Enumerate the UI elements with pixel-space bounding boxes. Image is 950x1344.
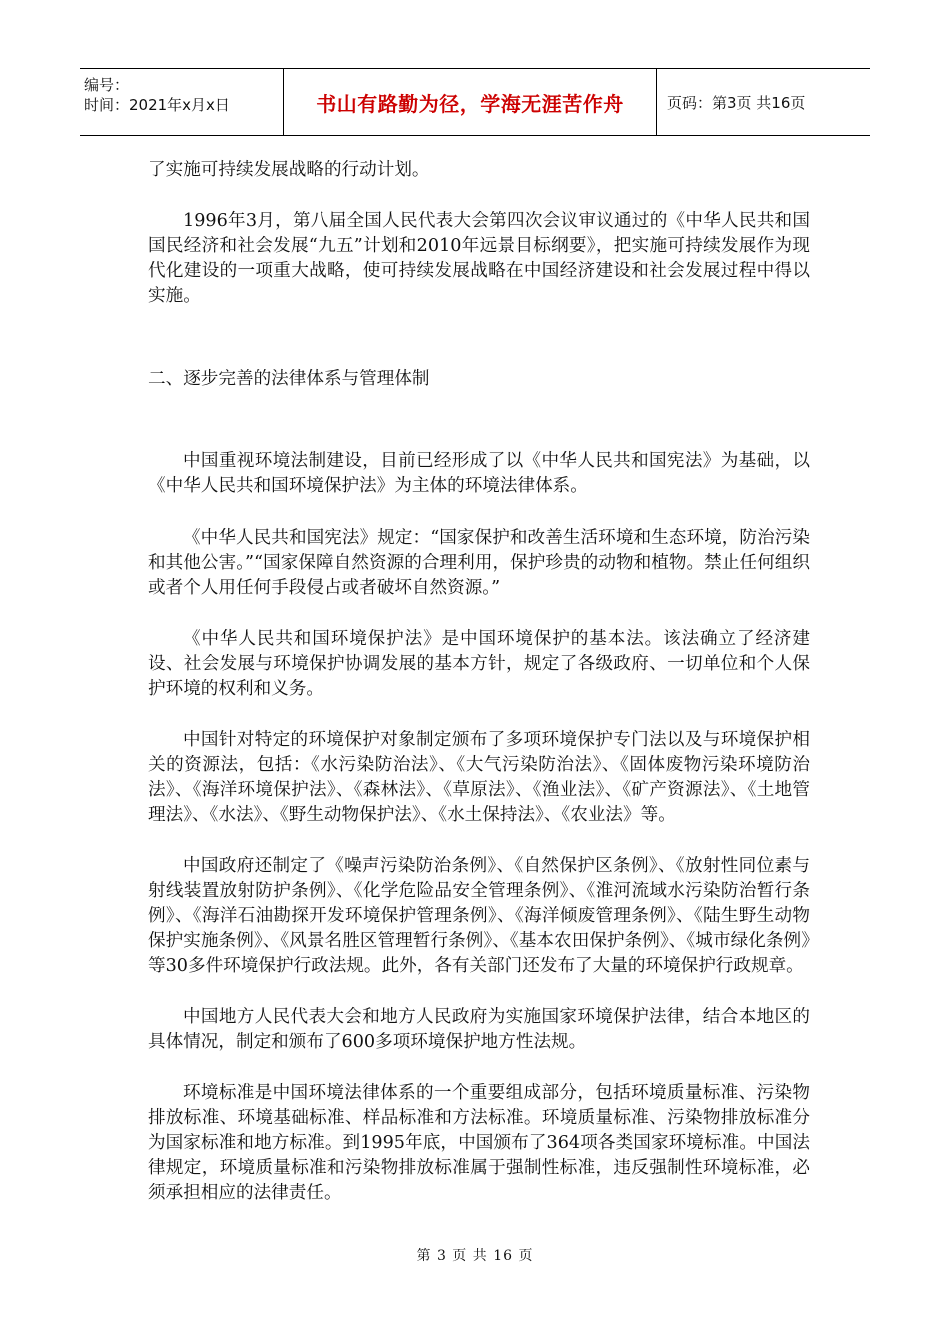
paragraph: 中国地方人民代表大会和地方人民政府为实施国家环境保护法律，结合本地区的具体情况，制定和颁布了600多项环境保护地方性法规。 [148,1007,810,1052]
paragraph: 中国重视环境法制建设，目前已经形成了以《中华人民共和国宪法》为基础，以《中华人民共和国环境保护法》为主体的环境法律体系。 [148,451,810,496]
page-header [80,68,870,136]
header-number: 编号： [84,76,130,94]
paragraph: 1996年3月，第八届全国人民代表大会第四次会议审议通过的《中华人民共和国国民经济和社会发展“九五”计划和2010年远景目标纲要》，把实施可持续发展作为现代化建设的一项重大战略，使可持续发展战略在中国经济建设和社会发展过程中得以实施。 [148,211,810,306]
paragraph: 中国政府还制定了《噪声污染防治条例》、《自然保护区条例》、《放射性同位素与射线装置放射防护条例》、《化学危险品安全管理条例》、《淮河流域水污染防治暂行条例》、《海洋石油勘探开发环境保护管理条例》、《海洋倾废管理条例》、《陆生野生动物保护实施条例》、《风景名胜区管理暂行条例》、《基本农田保护条例》、《城市绿化条例》等30多件环境保护行政法规。此外，各有关部门还发布了大量的环境保护行政规章。 [148,856,810,976]
paragraph: 环境标准是中国环境法律体系的一个重要组成部分，包括环境质量标准、污染物排放标准、环境基础标准、样品标准和方法标准。环境质量标准、污染物排放标准分为国家标准和地方标准。到1995年底，中国颁布了364项各类国家环境标准。中国法律规定，环境质量标准和污染物排放标准属于强制性标准，违反强制性环境标准，必须承担相应的法律责任。 [148,1083,810,1203]
header-motto-cell [283,69,657,135]
paragraph: 《中华人民共和国宪法》规定：“国家保护和改善生活环境和生态环境，防治污染和其他公害。”“国家保障自然资源的合理利用，保护珍贵的动物和植物。禁止任何组织或者个人用任何手段侵占或者破坏自然资源。” [148,528,810,598]
header-meta [80,69,283,135]
page-footer: 第 3 页 共 16 页 [416,1248,534,1264]
paragraph-continuation: 了实施可持续发展战略的行动计划。 [148,160,430,180]
header-time: 时间：2021年x月x日 [84,96,230,114]
section-heading: 二、逐步完善的法律体系与管理体制 [148,369,430,389]
paragraph: 《中华人民共和国环境保护法》是中国环境保护的基本法。该法确立了经济建设、社会发展与环境保护协调发展的基本方针，规定了各级政府、一切单位和个人保护环境的权利和义务。 [148,629,810,699]
paragraph: 中国针对特定的环境保护对象制定颁布了多项环境保护专门法以及与环境保护相关的资源法，包括：《水污染防治法》、《大气污染防治法》、《固体废物污染环境防治法》、《海洋环境保护法》、《森林法》、《草原法》、《渔业法》、《矿产资源法》、《土地管理法》、《水法》、《野生动物保护法》、《水土保持法》、《农业法》等。 [148,730,810,825]
header-page-info: 页码：第3页 共16页 [667,93,806,112]
header-page-cell [657,69,870,135]
document-body [148,158,810,1206]
header-motto: 书山有路勤为径，学海无涯苦作舟 [316,91,624,116]
